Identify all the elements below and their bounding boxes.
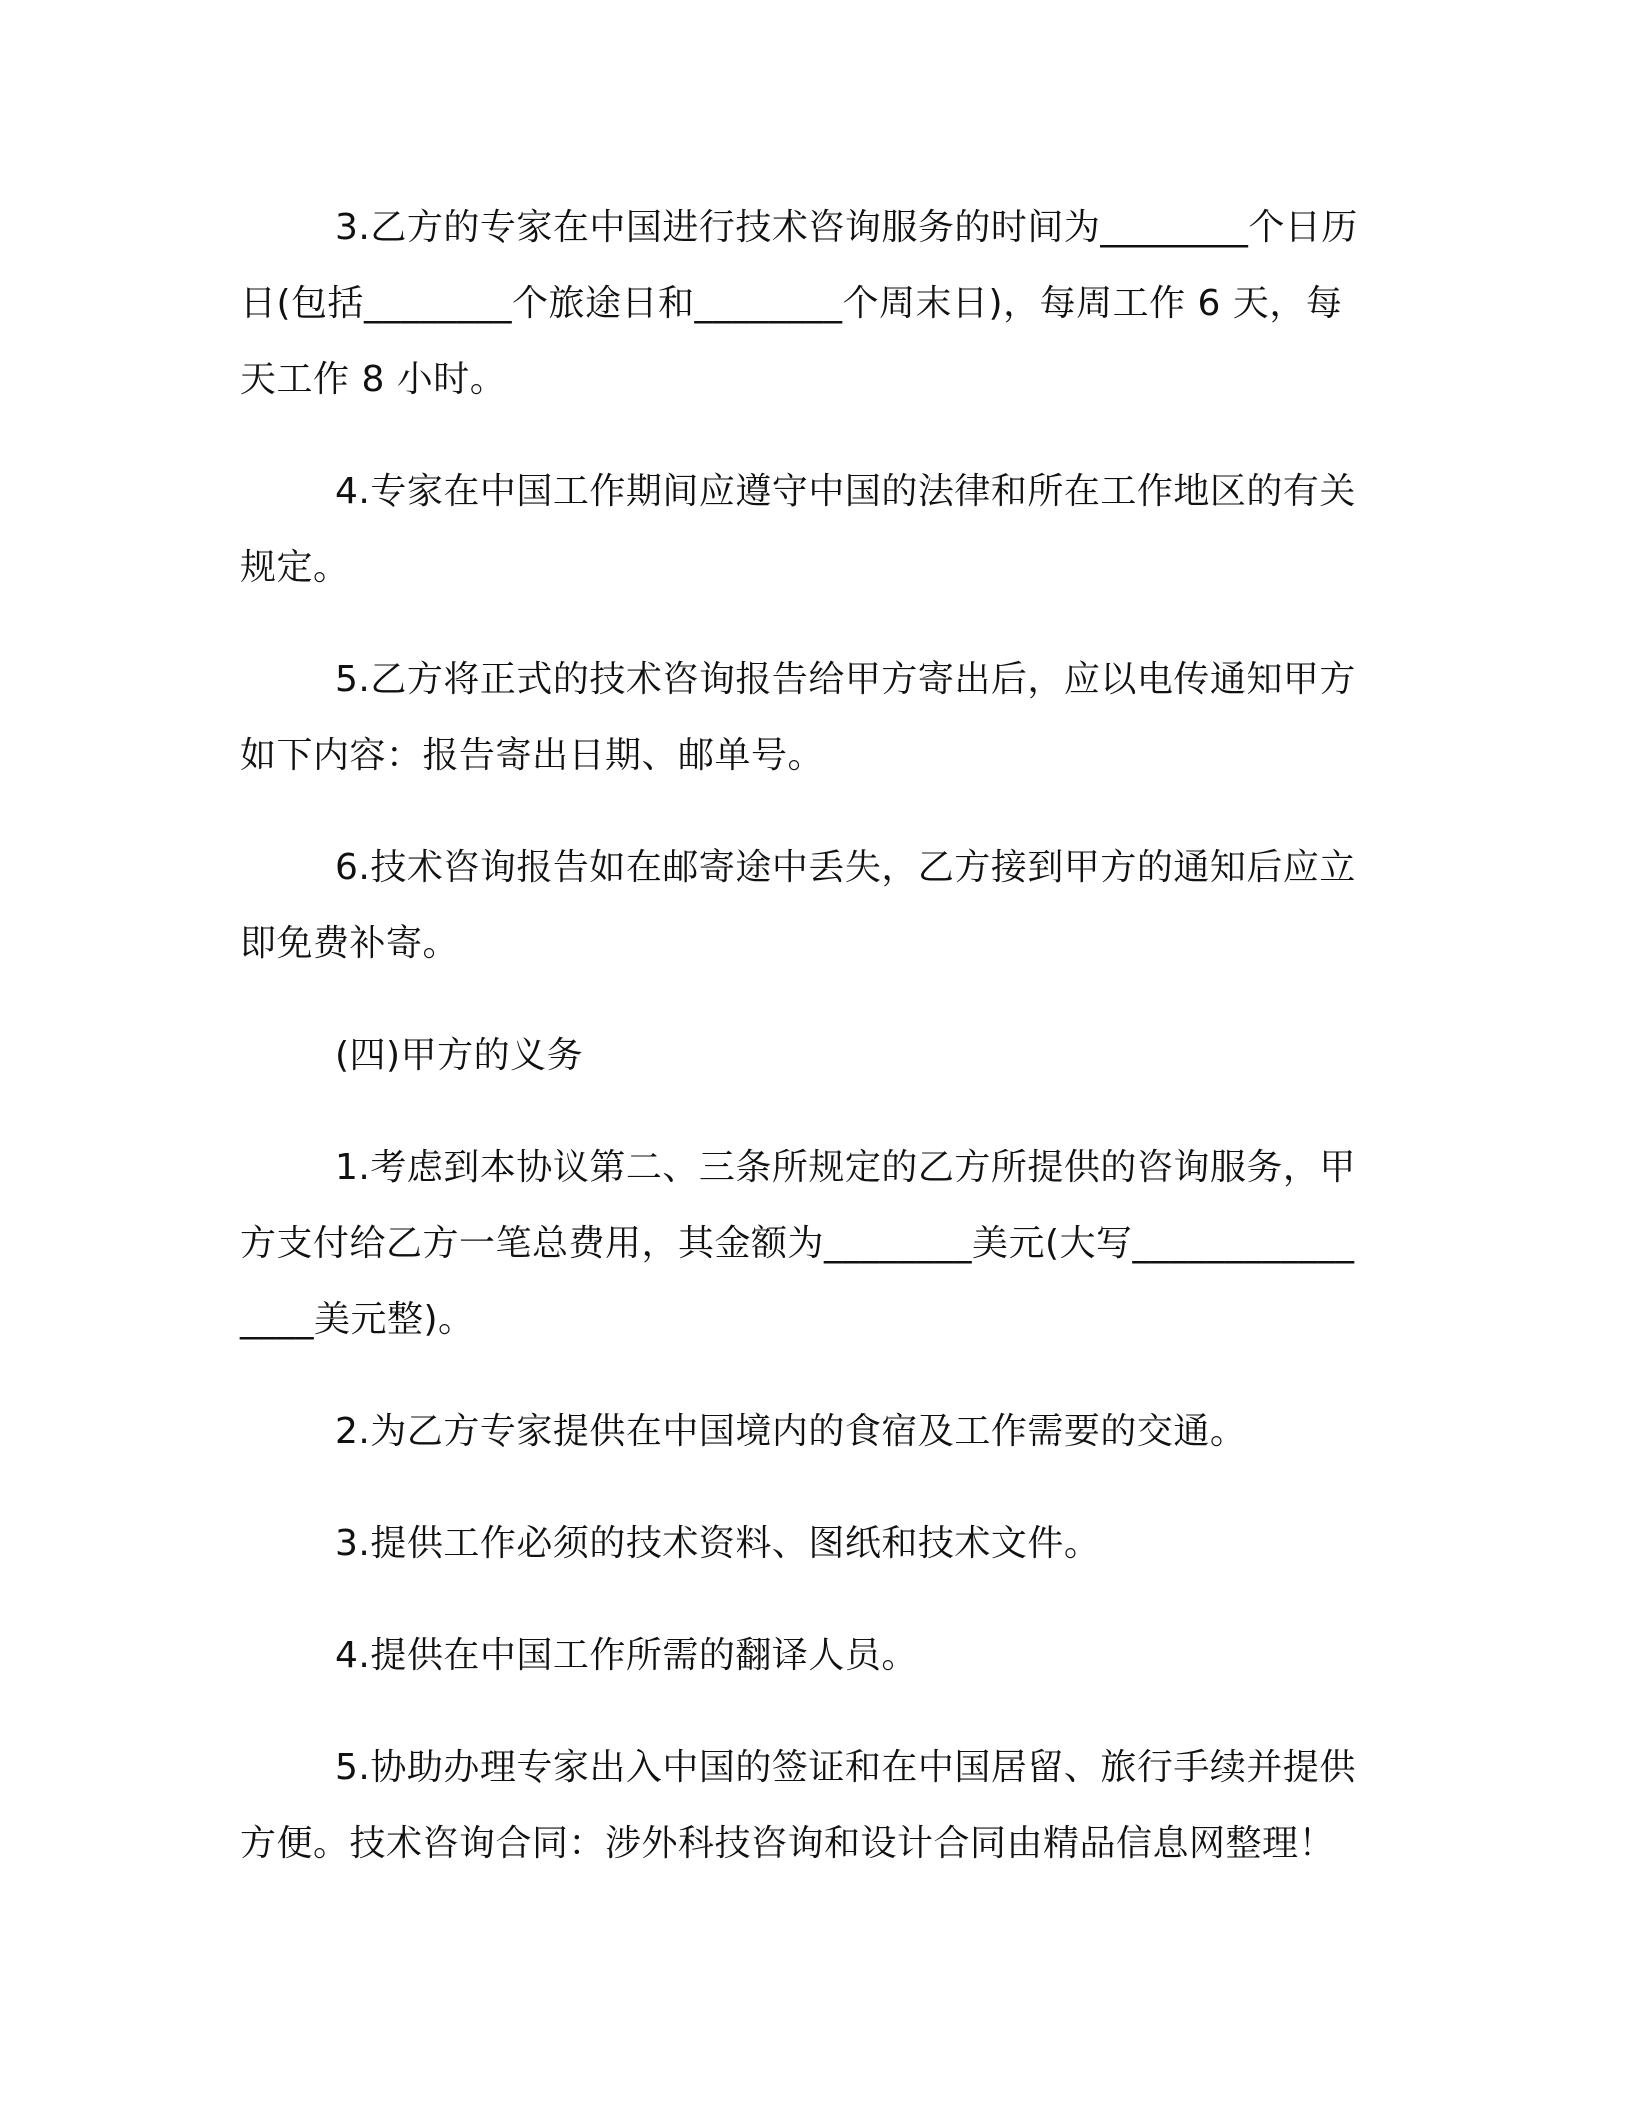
document-body — [240, 190, 1370, 1882]
duty-3-technical-materials: 3.提供工作必须的技术资料、图纸和技术文件。 — [335, 1523, 1101, 1564]
clause-3-consulting-time: 3.乙方的专家在中国进行技术咨询服务的时间为________个日历日(包括________个旅途日和________个周末日)，每周工作 6 天，每天工作 8 小时。 — [240, 207, 1358, 400]
duty-4-translators: 4.提供在中国工作所需的翻译人员。 — [335, 1635, 918, 1676]
clause-5-report-notice: 5.乙方将正式的技术咨询报告给甲方寄出后，应以电传通知甲方如下内容：报告寄出日期、邮单号。 — [240, 659, 1356, 776]
duty-2-accommodation: 2.为乙方专家提供在中国境内的食宿及工作需要的交通。 — [335, 1411, 1247, 1452]
clause-6-lost-report: 6.技术咨询报告如在邮寄途中丢失，乙方接到甲方的通知后应立即免费补寄。 — [240, 847, 1356, 964]
clause-4-obey-laws: 4.专家在中国工作期间应遵守中国的法律和所在工作地区的有关规定。 — [240, 471, 1356, 588]
duty-5-visa-assistance: 5.协助办理专家出入中国的签证和在中国居留、旅行手续并提供方便。技术咨询合同：涉外科技咨询和设计合同由精品信息网整理！ — [240, 1747, 1356, 1864]
duty-1-payment: 1.考虑到本协议第二、三条所规定的乙方所提供的咨询服务，甲方支付给乙方一笔总费用，其金额为________美元(大写________________美元整)。 — [240, 1147, 1356, 1340]
section-heading-party-a-duties: (四)甲方的义务 — [335, 1035, 584, 1076]
